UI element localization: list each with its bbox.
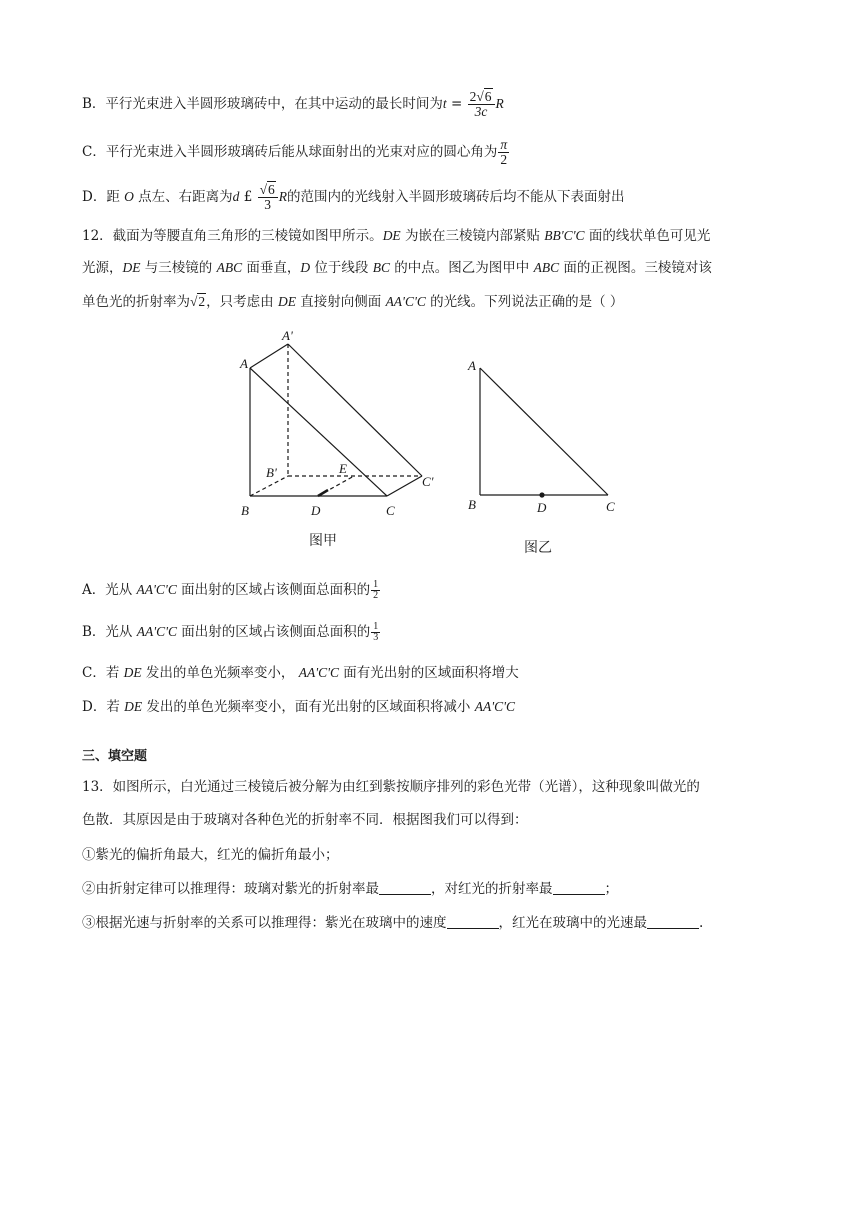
label-A: A [240,356,248,371]
item-text: . [699,915,704,931]
coef: 2 [469,89,477,104]
prism-figure-jia [232,326,442,522]
option-text: B．平行光束进入半圆形玻璃砖中，在其中运动的最长时间为 [82,96,443,112]
item-text: ，红光在玻璃中的光速最 [498,915,647,931]
math-op: = [446,96,467,112]
q13-item-2 [82,879,618,899]
answer-blank[interactable] [447,914,499,929]
math-var: O [124,189,134,204]
q13-stem-line1: 13．如图所示，白光通过三棱镜后被分解为由红到紫按顺序排列的彩色光带（光谱），这种现象叫做光的 [82,779,700,795]
item-text: ②由折射定律可以推理得：玻璃对紫光的折射率最 [82,881,379,897]
q13-item-3 [82,913,703,933]
edge-ApCp [288,344,422,476]
denominator: 3 [373,632,379,643]
option-text: 面出射的区域占该侧面总面积的 [177,624,371,640]
stem-text: 光源， [82,260,123,276]
math-var: DE [122,260,141,275]
edge-DE-visible [318,490,328,496]
option-text: B．光从 [82,624,137,640]
label-A: A [468,358,476,373]
numerator: 1 [373,621,379,632]
option-text: C．若 [82,665,124,681]
item-text: ，对红光的折射率最 [431,881,553,897]
denominator: 2 [373,590,379,601]
q12-stem-line3 [82,292,623,312]
label-C: C [386,503,395,518]
math-var: t [442,96,447,111]
radicand: 6 [268,182,275,197]
denominator: 2 [500,152,508,167]
math-var: AA'C'C [136,582,177,597]
label-Cp: C' [422,474,434,489]
math-var: DE [277,294,296,309]
stem-text: 面的正视图。三棱镜对该 [559,260,712,276]
fraction [498,138,509,167]
math-var: R [278,189,288,204]
label-D: D [537,500,547,515]
math-op: £ [239,189,257,205]
option-text: 发出的单色光频率变小， [141,665,299,681]
stem-text: 的中点。图乙为图甲中 [390,260,534,276]
stem-text: 直接射向侧面 [295,294,386,310]
answer-blank[interactable] [647,914,699,929]
option-text: C．平行光束进入半圆形玻璃砖后能从球面射出的光束对应的圆心角为 [82,144,498,160]
math-var: DE [123,665,142,680]
answer-blank[interactable] [553,880,605,895]
q12-stem-line1 [82,226,710,246]
sqrt: √6 [259,182,275,197]
stem-text: 面的线状单色可见光 [584,228,711,244]
point-D [539,492,544,497]
q13-stem-line2: 色散．其原因是由于玻璃对各种色光的折射率不同．根据图我们可以得到： [82,812,528,828]
answer-blank[interactable] [379,880,431,895]
label-B: B [468,497,476,512]
item-text: ③根据光速与折射率的关系可以推理得：紫光在玻璃中的速度 [82,915,447,931]
numerator: π [500,137,508,152]
math-var: DE [382,228,401,243]
math-var: BB'C'C [544,228,585,243]
label-D: D [311,503,321,518]
math-var: AA'C'C [474,699,515,714]
sqrt: √6 [476,89,492,104]
math-var: ABC [216,260,243,275]
math-var: AA'C'C [298,665,339,680]
fraction [371,622,380,643]
math-var: d [232,189,240,204]
option-text: 面出射的区域占该侧面总面积的 [176,582,371,598]
q12-stem-line2 [82,258,712,278]
option-text: 发出的单色光频率变小，面有光出射的区域面积将减小 [142,699,475,715]
front-view-figure-yi [462,354,627,519]
option-text: 的范围内的光线射入半圆形玻璃砖后均不能从下表面射出 [287,189,625,205]
math-var: DE [124,699,143,714]
numerator: 1 [373,579,379,590]
math-var: D [300,260,311,275]
q12-option-d [82,697,515,717]
sqrt: √2 [190,294,206,309]
option-text: D．若 [82,699,125,715]
math-var: R [495,96,504,111]
option-text: 点左、右距离为 [133,189,233,205]
stem-text: 与三棱镜的 [140,260,217,276]
q11-option-c [82,138,510,167]
q12-option-c [82,663,519,683]
option-text: 面有光出射的区域面积将增大 [339,665,519,681]
stem-text: 为嵌在三棱镜内部紧贴 [400,228,545,244]
stem-text: ，只考虑由 [206,294,278,310]
label-E: E [339,461,347,476]
q11-option-b [82,90,504,119]
q12-option-a [82,580,381,601]
radicand: 2 [198,294,206,309]
edge-AAp [250,344,288,368]
label-C: C [606,499,615,514]
stem-text: 12．截面为等腰直角三角形的三棱镜如图甲所示。 [82,228,383,244]
stem-text: 位于线段 [310,260,373,276]
fraction [371,580,380,601]
item-text: ； [604,881,618,897]
edge-AC [480,368,608,495]
option-text: D．距 [82,189,125,205]
stem-text: 的光线。下列说法正确的是（ ） [425,294,624,310]
radicand: 6 [484,89,492,104]
denominator: 3c [474,104,488,119]
denominator: 3 [264,197,272,212]
option-text: A．光从 [82,582,137,598]
q12-option-b [82,622,381,643]
math-var: ABC [533,260,560,275]
label-Bp: B' [266,465,277,480]
edge-CCp [387,476,422,496]
fraction [258,183,278,212]
stem-text: 面垂直， [242,260,301,276]
math-var: BC [372,260,390,275]
caption-fig-yi: 图乙 [524,540,552,556]
label-B: B [241,503,249,518]
math-var: AA'C'C [385,294,426,309]
section-heading: 三、填空题 [82,749,148,764]
fraction [468,90,495,119]
math-var: AA'C'C [136,624,177,639]
q13-item-1: ①紫光的偏折角最大，红光的偏折角最小； [82,847,339,863]
caption-fig-jia: 图甲 [309,533,337,549]
q11-option-d [82,183,625,212]
stem-text: 单色光的折射率为 [82,294,190,310]
label-Ap: A' [282,328,293,343]
